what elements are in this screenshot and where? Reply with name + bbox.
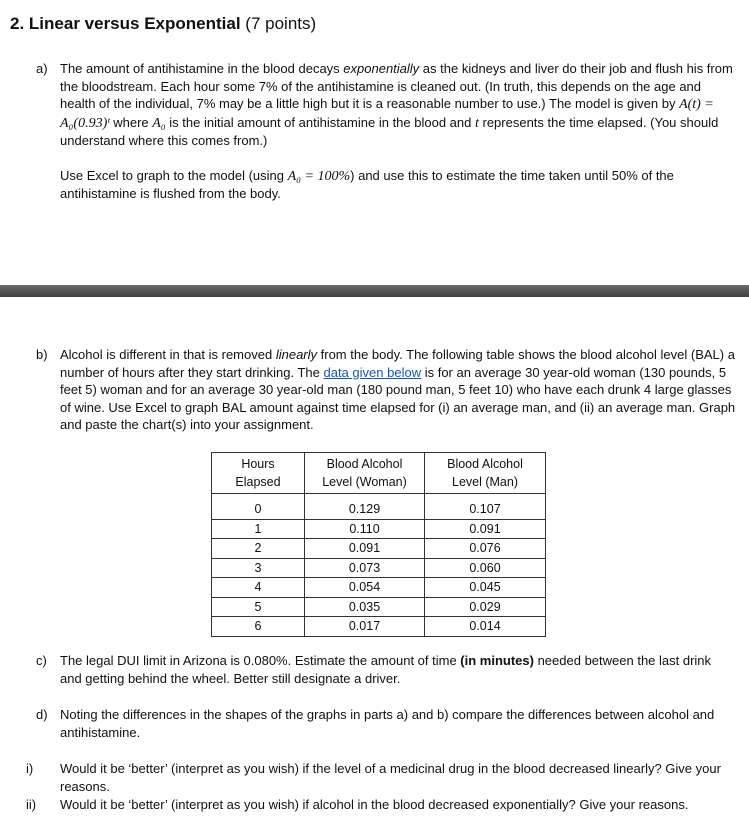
part-c-label: c): [36, 653, 47, 668]
part-a-p2-start: Use Excel to graph to the model (using: [60, 167, 288, 183]
part-b-text-end: is for an average 30 year-old woman (130 pounds, 5 feet 5) woman and for an average 30 year-old man (180 pound man, 5 feet 10) who have each drunk 4 large glasses of wine. Use Excel to graph BAL amount against time elapsed for (i) an average man, and (ii) an average man. Graph and paste the chart(s) into your assignment.: [60, 364, 736, 432]
cell-man: 0.014: [425, 617, 546, 637]
cell-woman: 0.054: [305, 578, 425, 598]
cell-man: 0.045: [425, 578, 546, 598]
header-woman: Blood Alcohol Level (Woman): [305, 453, 425, 494]
part-a-emphasis: exponentially: [343, 61, 420, 76]
cell-hours: 6: [212, 617, 305, 637]
part-c-bold: (in minutes): [460, 653, 534, 668]
table-row: [212, 578, 546, 598]
cell-hours: 0: [212, 494, 305, 520]
cell-hours: 5: [212, 597, 305, 617]
data-link[interactable]: data given below: [323, 364, 422, 380]
section-divider: [0, 285, 749, 297]
header-hours: Hours Elapsed: [212, 453, 305, 494]
question-heading: [10, 14, 316, 34]
cell-hours: 2: [212, 539, 305, 559]
question-points: (7 points): [245, 14, 317, 33]
question-title: Linear versus Exponential: [28, 14, 241, 33]
part-a-where: where: [109, 114, 153, 130]
part-b-emphasis: linearly: [275, 347, 318, 362]
header-man: Blood Alcohol Level (Man): [425, 453, 546, 494]
cell-hours: 3: [212, 558, 305, 578]
part-b-text-start: Alcohol is different in that is removed: [60, 347, 276, 362]
sub-question-i: [26, 760, 738, 795]
part-a-text-start: The amount of antihistamine in the blood decays: [60, 61, 344, 76]
table-row: [212, 617, 546, 637]
cell-man: 0.060: [425, 558, 546, 578]
part-a-paragraph-1: [60, 60, 736, 150]
cell-hours: 1: [212, 519, 305, 539]
part-c: [36, 652, 736, 687]
cell-man: 0.091: [425, 519, 546, 539]
table-row: [212, 494, 546, 520]
initial-amount-symbol: A₀: [152, 115, 166, 131]
part-c-text-start: The legal DUI limit in Arizona is 0.080%. Estimate the amount of time: [60, 653, 461, 668]
sub-ii-label: ii): [26, 797, 37, 812]
initial-value-formula: A₀ = 100%: [287, 168, 351, 184]
cell-woman: 0.035: [305, 597, 425, 617]
part-a: [36, 60, 736, 203]
part-a-p2-end: ) and use this to estimate the time taken until 50% of the antihistamine is flushed from the body.: [60, 167, 674, 201]
table-row: [212, 539, 546, 559]
cell-man: 0.029: [425, 597, 546, 617]
question-number: 2.: [10, 14, 25, 33]
cell-woman: 0.091: [305, 539, 425, 559]
part-a-label: a): [36, 61, 48, 76]
part-c-text-end: needed between the last drink and getting behind the wheel. Better still designate a driver.: [60, 653, 712, 686]
table-row: [212, 558, 546, 578]
table-header-row: [212, 453, 546, 494]
sub-i-label: i): [26, 761, 34, 776]
bal-table: [211, 452, 546, 637]
time-symbol: t: [474, 115, 479, 131]
part-d: [36, 706, 736, 741]
sub-question-ii: [26, 796, 738, 814]
cell-woman: 0.110: [305, 519, 425, 539]
cell-man: 0.076: [425, 539, 546, 559]
table-row: [212, 597, 546, 617]
cell-woman: 0.129: [305, 494, 425, 520]
cell-woman: 0.017: [305, 617, 425, 637]
table-row: [212, 519, 546, 539]
part-a-text-end: represents the time elapsed. (You should understand where this comes from.): [60, 114, 719, 148]
sub-ii-text: Would it be ‘better’ (interpret as you wish) if alcohol in the blood decreased exponentially? Give your reasons.: [60, 797, 689, 812]
part-d-label: d): [36, 707, 48, 722]
cell-man: 0.107: [425, 494, 546, 520]
part-a-paragraph-2: [60, 167, 736, 203]
model-formula: A(t) = A₀(0.93)ᵗ: [60, 97, 714, 131]
part-b-text-mid: from the body. The following table shows the blood alcohol level (BAL) a number of hours after they start drinking. The: [60, 347, 735, 380]
part-b-label: b): [36, 347, 48, 362]
cell-woman: 0.073: [305, 558, 425, 578]
cell-hours: 4: [212, 578, 305, 598]
part-a-text-mid: is the initial amount of antihistamine in the blood and: [165, 114, 475, 130]
part-b-paragraph: [60, 346, 736, 434]
part-a-text-rest: as the kidneys and liver do their job and flush his from the bloodstream. Each hour some 7% of the antihistamine is cleaned out. (In truth, this depends on the age and health of the individual, 7% may be a little high but it is a reasonable number to use.) The model is given by: [60, 61, 733, 111]
part-b: [36, 346, 736, 434]
part-c-paragraph: [60, 652, 736, 687]
sub-i-text: Would it be ‘better’ (interpret as you wish) if the level of a medicinal drug in the blood decreased linearly? Give your reasons.: [60, 761, 721, 794]
part-d-paragraph: Noting the differences in the shapes of the graphs in parts a) and b) compare the differences between alcohol and antihistamine.: [60, 707, 715, 740]
